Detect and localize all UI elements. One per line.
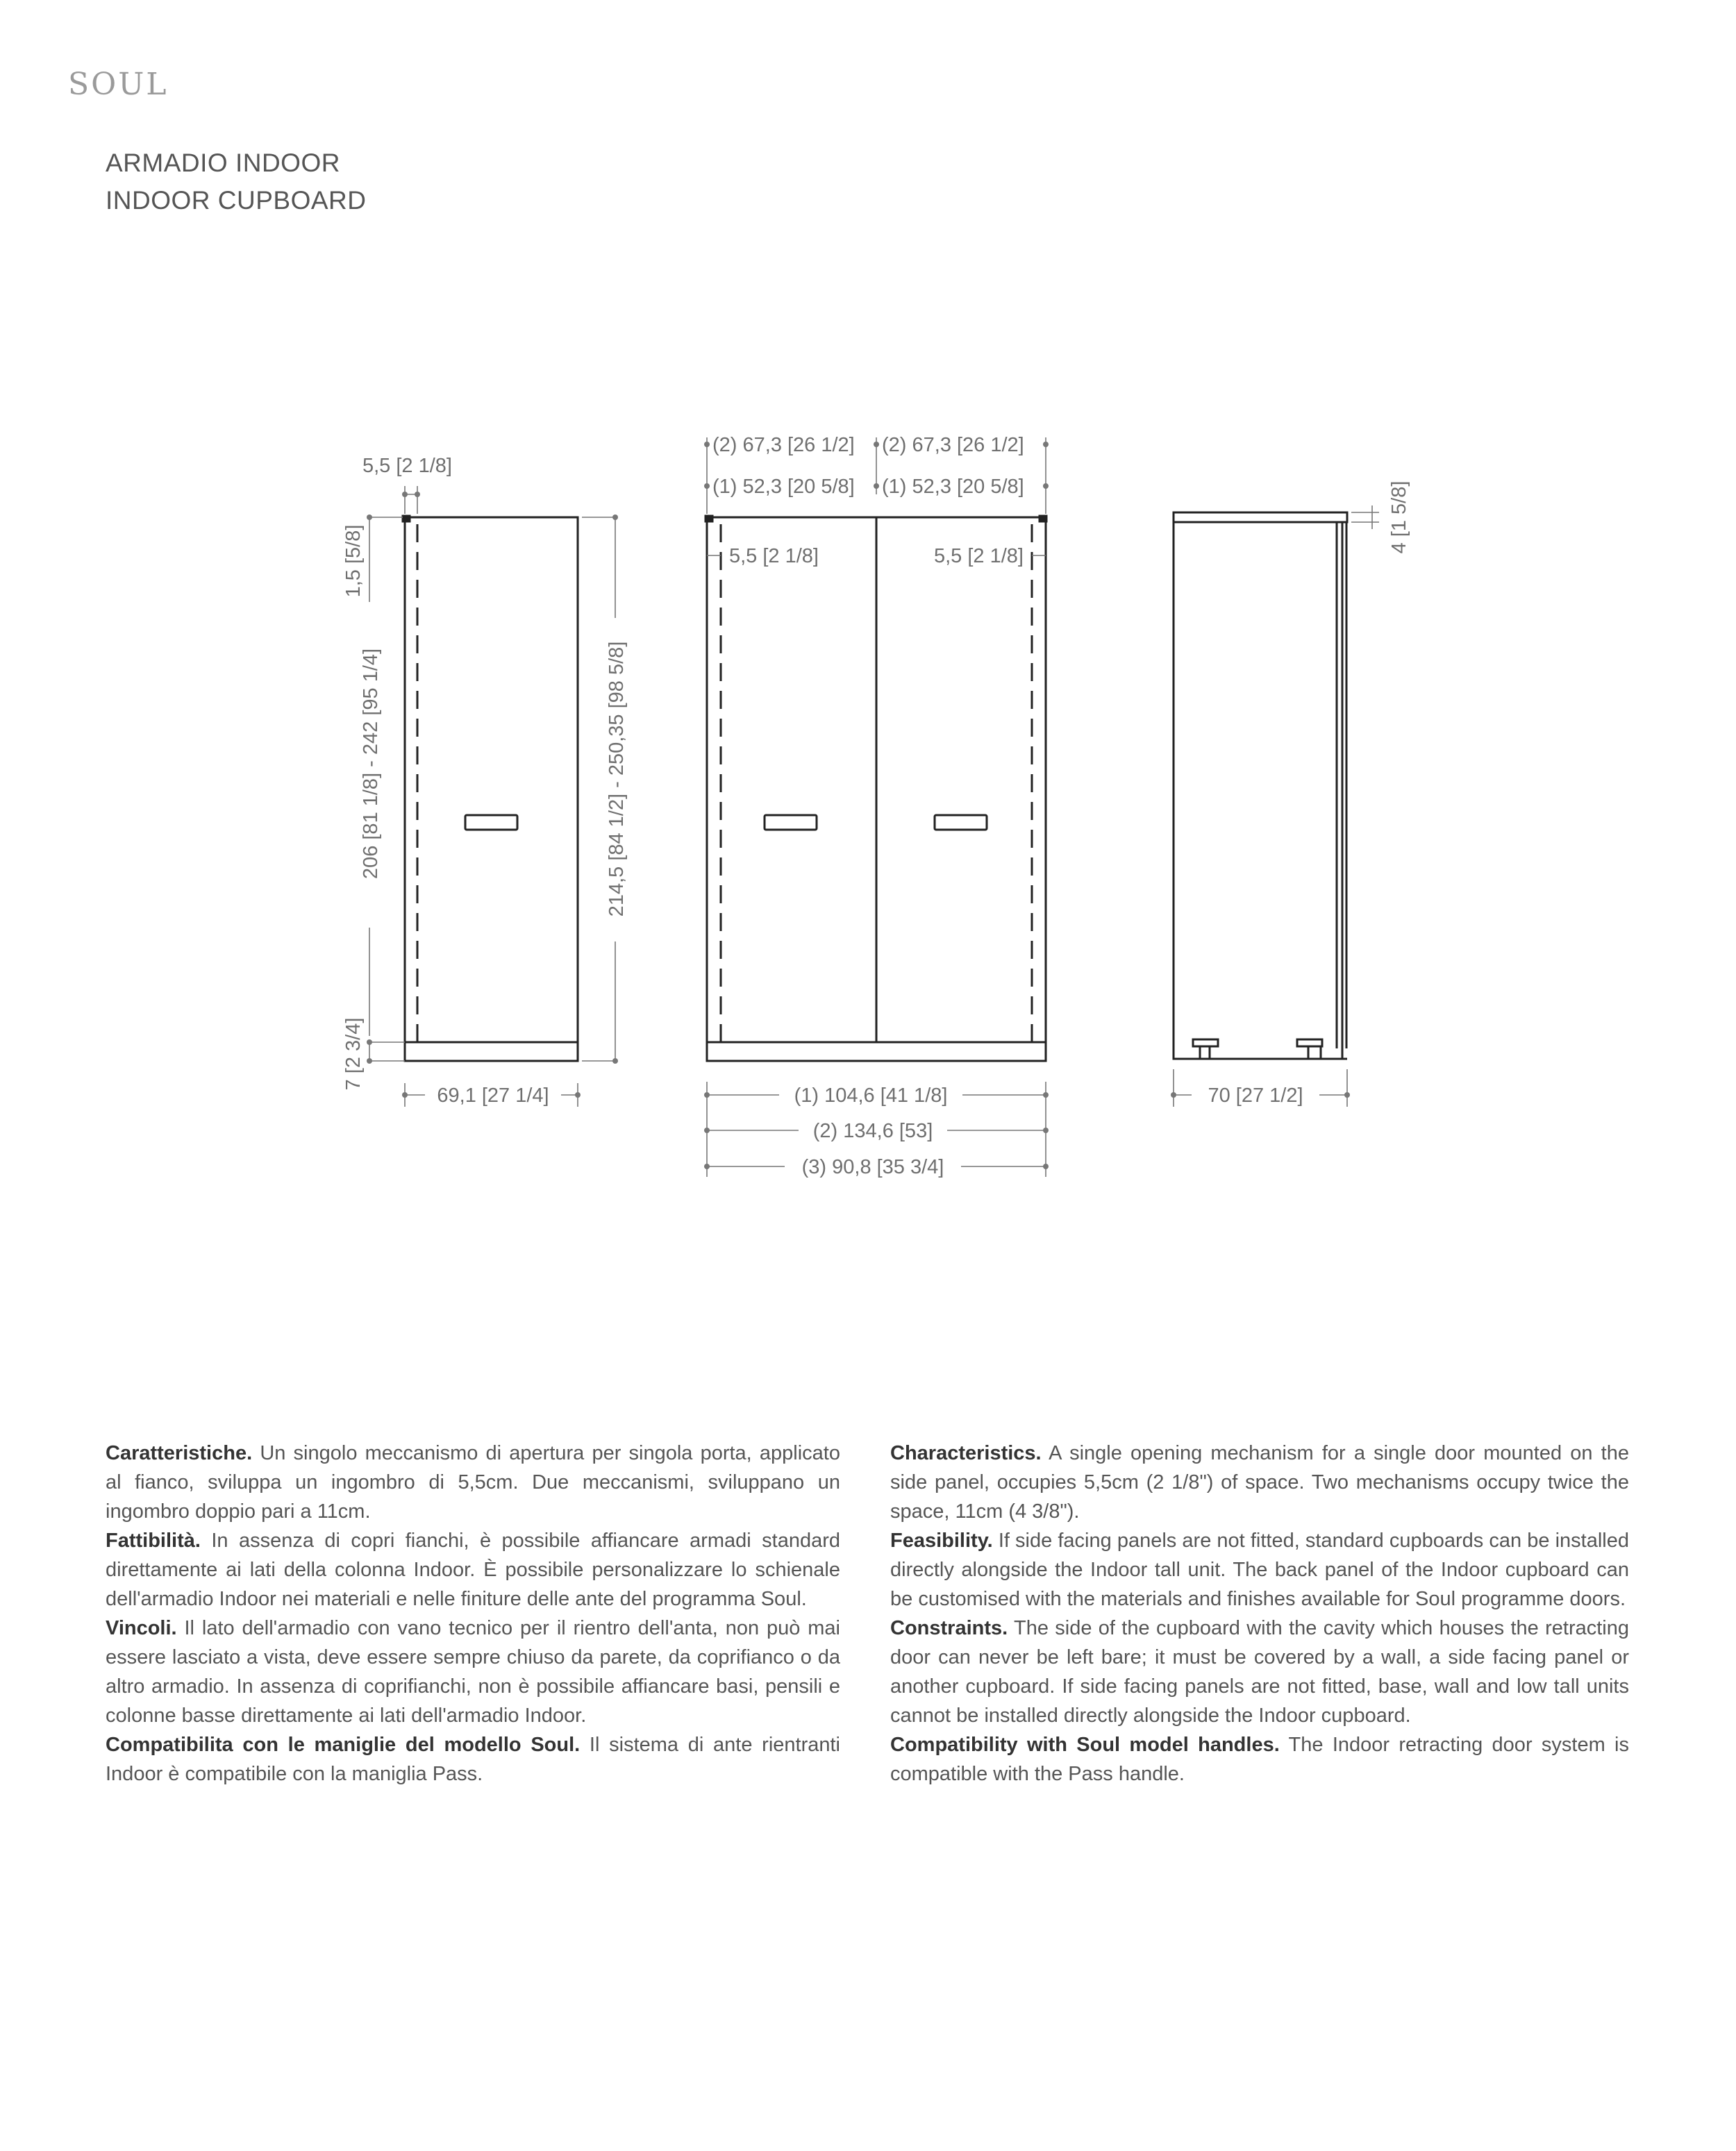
brand-logo: SOUL <box>68 67 169 102</box>
dim-side-top-width: 5,5 [2 1/8] <box>362 455 452 477</box>
paragraph-constraints-it: Vincoli. Il lato dell'armadio con vano tecnico per il rientro dell'anta, non può mai essere lasciato a vista, deve essere sempre chiuso da parete, da coprifianco o da altro armadio. In assenza di coprifianchi, non è possibile affiancare basi, pensili e colonne basse direttamente ai lati dell'armadio Indoor. <box>106 1617 840 1727</box>
depth-view <box>1174 512 1347 1059</box>
title-english: INDOOR CUPBOARD <box>106 186 367 215</box>
dim-side-top-height: 1,5 [5/8] <box>342 524 365 598</box>
dim-front-top-left-2: (2) 67,3 [26 1/2] <box>712 434 855 456</box>
dim-front-inner-right: 5,5 [2 1/8] <box>934 545 1024 567</box>
dimension-lines <box>369 437 1379 1177</box>
dim-side-total-height: 214,5 [84 1/2] - 250,35 [98 5/8] <box>606 641 628 917</box>
dim-side-width: 69,1 [27 1/4] <box>437 1085 549 1107</box>
dim-depth-top: 4 [1 5/8] <box>1388 480 1410 554</box>
paragraph-characteristics-en: Characteristics. A single opening mechanism for a single door mounted on the side panel, occupies 5,5cm (2 1/8") of space. Two mechanisms occupy twice the space, 11cm (4 3/8"). <box>890 1442 1629 1523</box>
paragraph-feasibility-it: Fattibilità. In assenza di copri fianchi, è possibile affiancare armadi standard direttamente ai lati della colonna Indoor. È possibile personalizzare lo schienale dell'armadio Indoor nei materiali e nelle finiture delle ante del programma Soul. <box>106 1530 840 1610</box>
front-view <box>706 516 1046 1061</box>
side-view <box>403 516 578 1061</box>
paragraph-compatibility-it: Compatibilita con le maniglie del modello Soul. Il sistema di ante rientranti Indoor è compatibile con la maniglia Pass. <box>106 1734 841 1785</box>
paragraph-feasibility-en: Feasibility. If side facing panels are not fitted, standard cupboards can be installed directly alongside the Indoor tall unit. The back panel of the Indoor cupboard can be customised with the materials and finishes available for Soul programme doors. <box>890 1530 1629 1610</box>
paragraph-characteristics-it: Caratteristiche. Un singolo meccanismo di apertura per singola porta, applicato al fianco, sviluppa un ingombro di 5,5cm. Due meccanismi, sviluppano un ingombro doppio pari a 11cm. <box>106 1442 840 1523</box>
description-italian <box>106 1439 840 1789</box>
hinge-mechanism-left <box>1193 1039 1218 1059</box>
dim-front-top-left-1: (1) 52,3 [20 5/8] <box>712 476 855 498</box>
dim-front-top-right-2: (2) 67,3 [26 1/2] <box>882 434 1024 456</box>
description-english <box>890 1439 1629 1789</box>
hinge-mechanism-right <box>1297 1039 1322 1059</box>
title-italian: ARMADIO INDOOR <box>106 149 340 177</box>
dim-front-width-2: (2) 134,6 [53] <box>812 1120 933 1142</box>
dim-front-width-3: (3) 90,8 [35 3/4] <box>801 1156 944 1178</box>
dim-front-top-right-1: (1) 52,3 [20 5/8] <box>882 476 1024 498</box>
dim-depth: 70 [27 1/2] <box>1208 1085 1303 1107</box>
dim-front-inner-left: 5,5 [2 1/8] <box>729 545 819 567</box>
paragraph-constraints-en: Constraints. The side of the cupboard with the cavity which houses the retracting door can never be left bare; it must be covered by a wall, a side facing panel or another cupboard. If side facing panels are not fitted, base, wall and low tall units cannot be installed directly alongside the Indoor cupboard. <box>890 1617 1629 1727</box>
dim-side-plinth: 7 [2 3/4] <box>342 1017 365 1091</box>
dim-front-width-1: (1) 104,6 [41 1/8] <box>794 1085 948 1107</box>
dim-side-height: 206 [81 1/8] - 242 [95 1/4] <box>360 648 382 880</box>
paragraph-compatibility-en: Compatibility with Soul model handles. The Indoor retracting door system is compatible with the Pass handle. <box>890 1734 1629 1785</box>
